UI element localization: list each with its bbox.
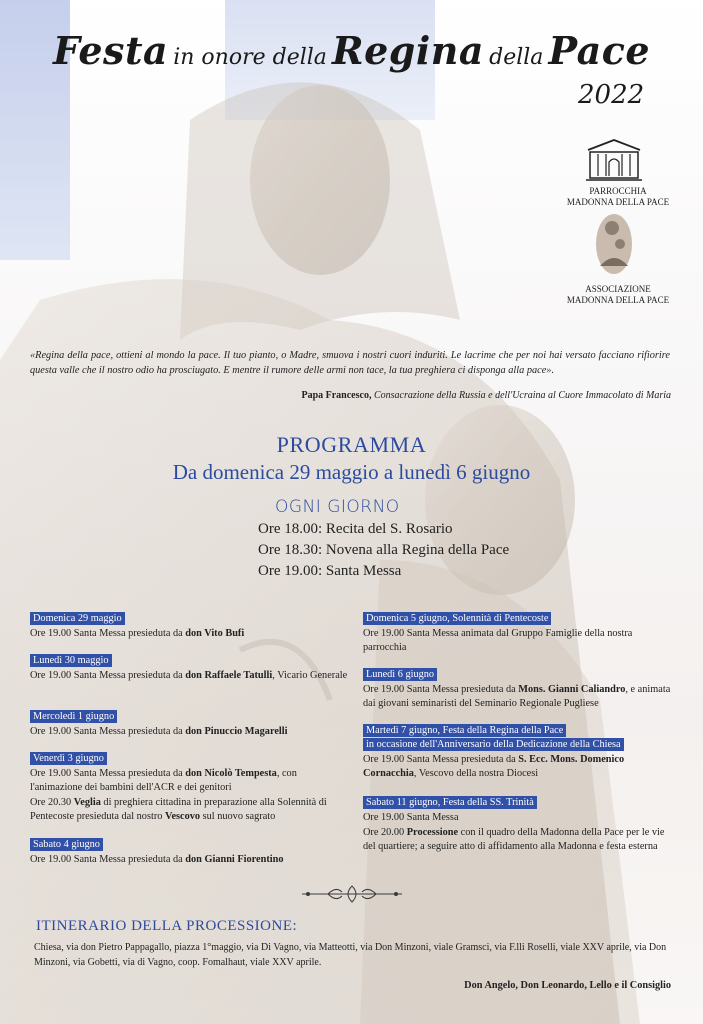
pope-quote: «Regina della pace, ottieni al mondo la pace. Il tuo pianto, o Madre, smuova i nostri cuori induriti. Le lacrime che per noi hai versato facciano rifiorire questa valle che il nostro odio ha prosciugato. E mentre il rumore delle armi non tace, la tua preghiera ci disponga alla pace». — [30, 350, 670, 376]
signoff: Don Angelo, Don Leonardo, Lello e il Consiglio — [464, 980, 671, 991]
day-label-occasion: in occasione dell'Anniversario della Dedicazione della Chiesa — [363, 738, 624, 751]
daily-item: Ore 19.00: Santa Messa — [258, 563, 402, 579]
procession-text — [363, 826, 673, 854]
entry-text — [30, 725, 350, 739]
title-word-pace: Pace — [548, 28, 651, 73]
day-label: Lunedì 6 giugno — [363, 668, 437, 681]
day-label: Venerdì 3 giugno — [30, 752, 107, 765]
entry-text: Ore 19.00 Santa Messa animata dal Gruppo Famiglie della nostra parrocchia — [363, 628, 633, 653]
veglia-bishop: Vescovo — [164, 811, 201, 822]
title-word-festa: Festa — [52, 28, 169, 73]
itinerary-title: ITINERARIO DELLA PROCESSIONE: — [36, 918, 298, 934]
entry-post: , con l'animazione dei bambini dell'ACR e dei genitori — [30, 768, 297, 793]
parish-name — [548, 186, 688, 208]
association-name — [548, 284, 688, 306]
schedule-entry — [30, 654, 350, 683]
day-label: Lunedì 30 maggio — [30, 654, 112, 667]
entry-post: , Vicario Generale — [272, 670, 348, 681]
veglia-mid: di preghiera cittadina in preparazione alla Solennità di Pentecoste presieduta dal nostro — [30, 797, 327, 822]
schedule-entry — [363, 796, 673, 854]
procession-pre: Ore 20.00 — [363, 827, 407, 838]
daily-item: Ore 18.00: Recita del S. Rosario — [258, 521, 453, 537]
entry-pre: Ore 19.00 Santa Messa presieduta da — [30, 768, 186, 779]
entry-celebrant: don Gianni Fiorentino — [185, 854, 284, 865]
schedule-entry — [363, 724, 673, 781]
veglia-bold: Veglia — [73, 797, 101, 808]
entry-text — [363, 683, 673, 711]
veglia-text — [30, 796, 350, 824]
day-label: Sabato 4 giugno — [30, 838, 103, 851]
veglia-post: sul nuovo sagrato — [200, 811, 276, 822]
entry-celebrant: don Pinuccio Magarelli — [185, 726, 288, 737]
event-title — [0, 28, 703, 73]
event-year: 2022 — [578, 80, 645, 110]
daily-title: OGNI GIORNO — [275, 497, 400, 517]
day-label: Sabato 11 giugno, Festa della SS. Trinità — [363, 796, 537, 809]
entry-text — [30, 853, 350, 867]
entry-celebrant: don Vito Bufi — [185, 628, 245, 639]
procession-bold: Processione — [406, 827, 459, 838]
day-label: Domenica 29 maggio — [30, 612, 125, 625]
entry-celebrant: don Raffaele Tatulli — [185, 670, 273, 681]
schedule-entry — [363, 612, 673, 655]
entry-post: , Vescovo della nostra Diocesi — [413, 768, 539, 779]
entry-post: , e animata dai giovani seminaristi del Seminario Regionale Pugliese — [363, 684, 671, 709]
title-phrase-in-onore: in onore della — [173, 45, 327, 70]
schedule-entry — [30, 838, 350, 867]
daily-item: Ore 18.30: Novena alla Regina della Pace — [258, 542, 510, 558]
ornament-divider-icon — [298, 880, 406, 908]
entry-pre: Ore 19.00 Santa Messa presieduta da — [30, 854, 186, 865]
entry-pre: Ore 19.00 Santa Messa presieduta da — [363, 754, 519, 765]
day-label: Martedì 7 giugno, Festa della Regina della Pace — [363, 724, 566, 737]
entry-celebrant: S. Ecc. Mons. Domenico Cornacchia — [363, 754, 625, 779]
parish-line-2: MADONNA DELLA PACE — [566, 197, 670, 207]
schedule-entry — [30, 752, 350, 824]
entry-pre: Ore 19.00 Santa Messa presieduta da — [30, 628, 186, 639]
veglia-pre: Ore 20.30 — [30, 797, 74, 808]
schedule-entry — [363, 668, 673, 711]
entry-pre: Ore 19.00 Santa Messa presieduta da — [30, 726, 186, 737]
entry-text — [30, 627, 350, 641]
madonna-icon — [594, 210, 634, 276]
procession-post: con il quadro della Madonna della Pace per le vie del quartiere; a seguire atto di affidamento alla Madonna e festa esterna — [363, 827, 665, 852]
quote-attribution — [301, 390, 671, 401]
schedule-entry — [30, 612, 350, 641]
entry-text — [30, 767, 350, 795]
day-label: Domenica 5 giugno, Solennità di Pentecoste — [363, 612, 551, 625]
entry-text — [363, 753, 673, 781]
day-label: Mercoledì 1 giugno — [30, 710, 117, 723]
association-line-2: MADONNA DELLA PACE — [566, 295, 670, 305]
itinerary-text: Chiesa, via don Pietro Pappagallo, piazza 1°maggio, via Di Vagno, via Matteotti, via Don Minzoni, viale Gramsci, via F.lli Roselli, viale XXV aprile, via Don Minzoni, via Gobetti, via di Vagno, coop. Fomalhaut, viale XXV aprile. — [34, 942, 667, 968]
entry-text — [30, 669, 350, 683]
quote-source: Consacrazione della Russia e dell'Ucraina al Cuore Immacolato di Maria — [373, 390, 671, 401]
title-word-della: della — [489, 45, 544, 70]
church-logo-icon — [582, 136, 646, 184]
quote-author: Papa Francesco, — [301, 390, 372, 401]
entry-celebrant: Mons. Gianni Caliandro — [518, 684, 626, 695]
entry-pre: Ore 19.00 Santa Messa presieduta da — [363, 684, 519, 695]
schedule-entry — [30, 710, 350, 739]
entry-text: Ore 19.00 Santa Messa — [363, 812, 459, 823]
title-word-regina: Regina — [332, 28, 485, 73]
entry-celebrant: don Nicolò Tempesta — [185, 768, 277, 779]
parish-line-1: PARROCCHIA — [589, 186, 647, 196]
entry-pre: Ore 19.00 Santa Messa presieduta da — [30, 670, 186, 681]
association-line-1: ASSOCIAZIONE — [585, 284, 651, 294]
program-title: PROGRAMMA — [276, 432, 427, 457]
program-dates: Da domenica 29 maggio a lunedì 6 giugno — [172, 460, 531, 484]
